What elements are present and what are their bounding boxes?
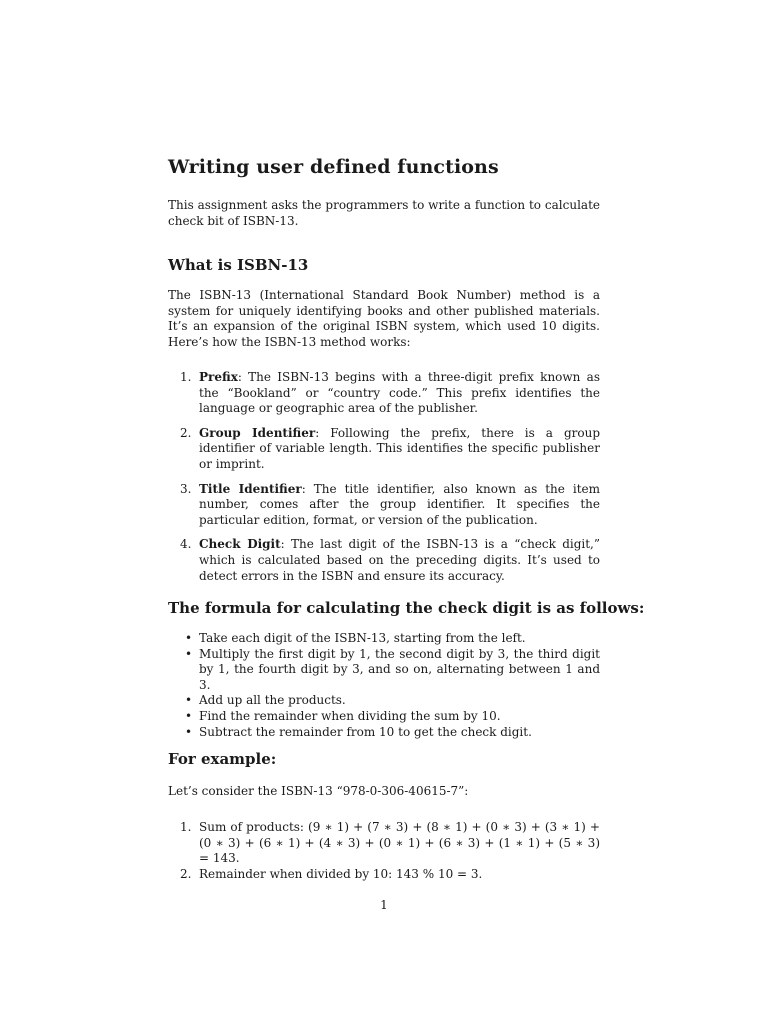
list-item-number: 1. xyxy=(180,820,192,834)
list-item xyxy=(180,867,600,883)
section-heading-example: For example: xyxy=(168,750,277,768)
bullet-text: Find the remainder when dividing the sum by 10. xyxy=(199,708,501,723)
list-item-text: : Following the prefix, there is a group identifier of variable length. This identifies the specific publisher or imprint. xyxy=(199,425,600,471)
isbn-parts-list xyxy=(180,370,600,593)
bullet-text: Take each digit of the ISBN-13, starting from the left. xyxy=(199,631,526,645)
list-item xyxy=(185,693,600,709)
list-item-term: Group Identifier xyxy=(199,425,316,440)
list-item-text: : The title identifier, also known as the item number, comes after the group identifier. It specifies the particular edition, format, or version of the publication. xyxy=(199,481,600,527)
list-item-text: Remainder when divided by 10: 143 % 10 = 3. xyxy=(199,866,483,881)
bullet-icon: • xyxy=(185,693,193,708)
isbn-description-paragraph: The ISBN-13 (International Standard Book Number) method is a system for uniquely identifying books and other published materials. It’s an expansion of the original ISBN system, which used 10 digits. Here’s how the ISBN-13 method works: xyxy=(168,288,600,349)
bullet-icon: • xyxy=(185,631,193,645)
document-title: Writing user defined functions xyxy=(168,156,499,178)
page-number: 1 xyxy=(380,898,388,912)
list-item-number: 2. xyxy=(180,425,192,440)
list-item-number: 4. xyxy=(180,537,192,552)
list-item xyxy=(185,725,600,741)
bullet-icon: • xyxy=(185,724,193,739)
list-item-text: : The ISBN-13 begins with a three-digit prefix known as the “Bookland” or “country code.” This prefix identifies the language or geographic area of the publisher. xyxy=(199,370,600,416)
bullet-text: Add up all the products. xyxy=(199,693,346,708)
bullet-text: Multiply the first digit by 1, the second digit by 3, the third digit by 1, the fourth digit by 3, and so on, alternating between 1 and 3. xyxy=(199,646,600,692)
bullet-icon: • xyxy=(185,646,193,661)
list-item-number: 3. xyxy=(180,481,192,496)
list-item xyxy=(185,647,600,694)
list-item xyxy=(180,537,600,584)
list-item-number: 1. xyxy=(180,370,192,384)
list-item-term: Title Identifier xyxy=(199,481,302,496)
section-heading-formula: The formula for calculating the check digit is as follows: xyxy=(168,599,645,617)
example-steps-list xyxy=(180,820,600,882)
list-item-text: : The last digit of the ISBN-13 is a “check digit,” which is calculated based on the preceding digits. It’s used to detect errors in the ISBN and ensure its accuracy. xyxy=(199,537,601,583)
list-item-number: 2. xyxy=(180,866,192,881)
intro-paragraph: This assignment asks the programmers to write a function to calculate check bit of ISBN-13. xyxy=(168,198,600,228)
formula-bullet-list xyxy=(185,631,600,740)
list-item-term: Prefix xyxy=(199,370,238,384)
list-item xyxy=(185,631,600,647)
list-item-text: Sum of products: (9 ∗ 1) + (7 ∗ 3) + (8 ∗ 1) + (0 ∗ 3) + (3 ∗ 1) + (0 ∗ 3) + (6 ∗ 1) + (4 ∗ 3) + (0 ∗ 1) + (6 ∗ 3) + (1 ∗ 1) + (5 ∗ 3) = 143. xyxy=(199,820,600,866)
example-paragraph: Let’s consider the ISBN-13 “978-0-306-40615-7”: xyxy=(168,784,469,798)
list-item-term: Check Digit xyxy=(199,537,281,552)
list-item xyxy=(180,370,600,417)
section-heading-what-is-isbn: What is ISBN-13 xyxy=(168,256,309,274)
list-item xyxy=(180,426,600,473)
bullet-text: Subtract the remainder from 10 to get the check digit. xyxy=(199,724,532,739)
list-item xyxy=(180,820,600,867)
list-item xyxy=(180,482,600,529)
bullet-icon: • xyxy=(185,708,193,723)
list-item xyxy=(185,709,600,725)
